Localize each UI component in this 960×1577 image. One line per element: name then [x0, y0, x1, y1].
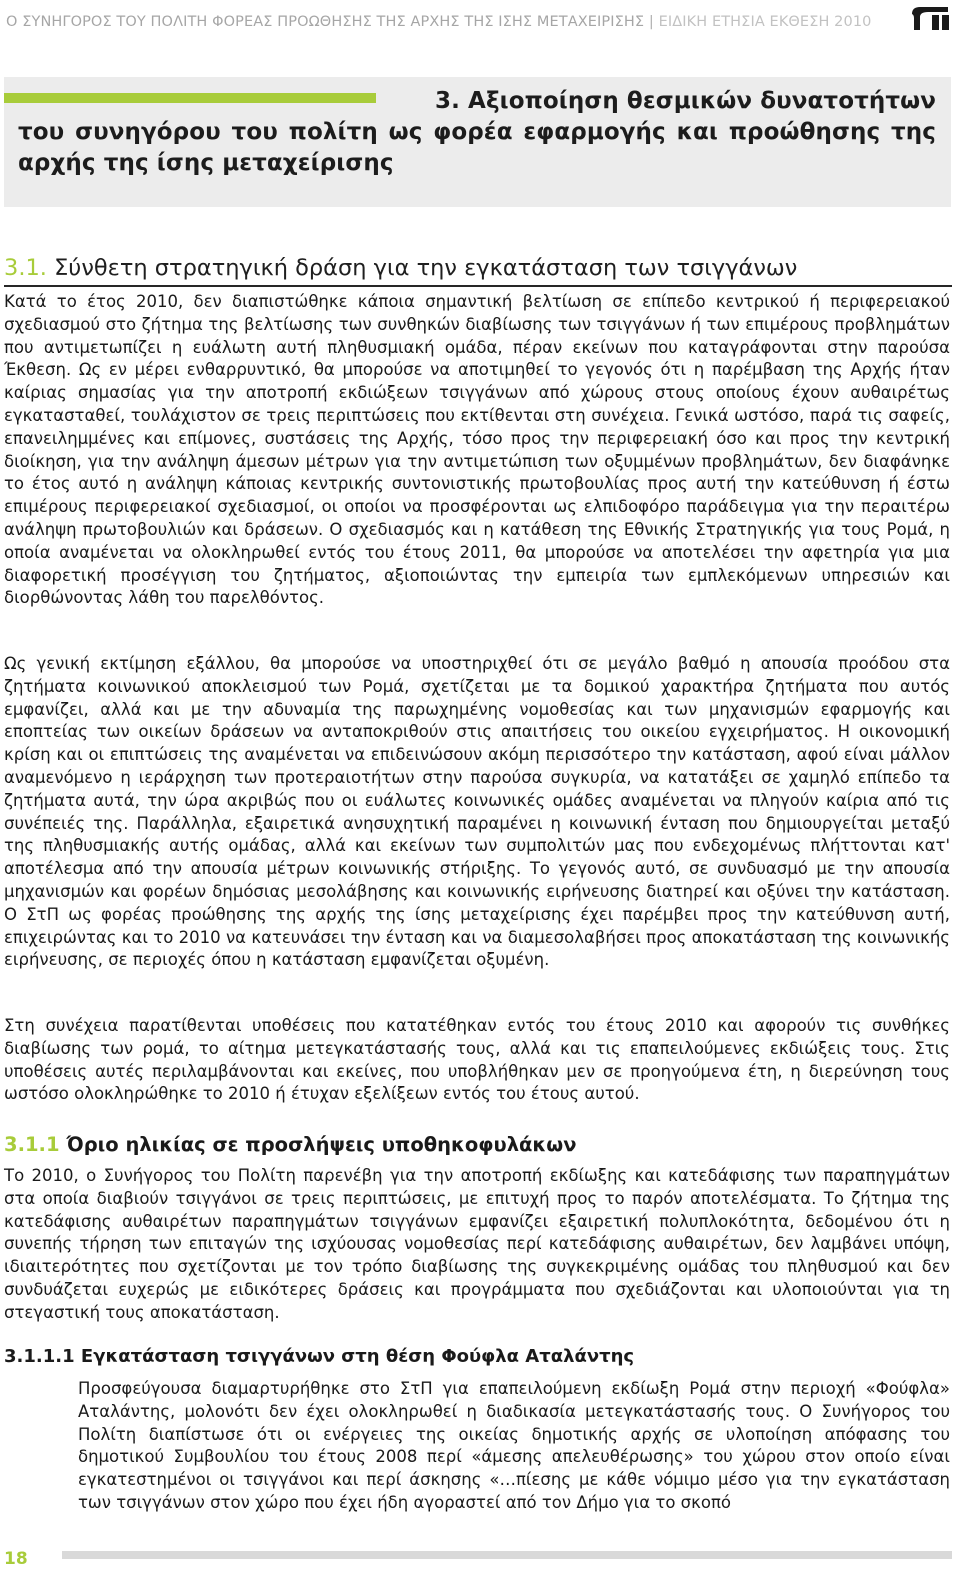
header-separator: |: [648, 14, 654, 30]
page-number: 18: [4, 1549, 28, 1569]
body-paragraph-2: Ως γενική εκτίμηση εξάλλου, θα μπορούσε να υποστηριχθεί ότι σε μεγάλο βαθμό η απουσία προόδου στα ζητήματα κοινωνικού αποκλεισμού των Ρομά, σχετίζεται με τα δομικού χαρακτήρα ζητήματα που αυτός εμφανίζει, αλλά και με την αδυναμία της παρωχημένης νομοθεσίας και των μηχανισμών εφαρμογής και εποπτείας των οικείων δράσεων να ανταποκριθούν στις απαιτήσεις του οικείου εγχειρήματος. Η οικονομική κρίση και οι επιπτώσεις της αναμένεται να επιδεινώσουν ακόμη περισσότερο την κατάσταση, αφού είναι μάλλον αναμενόμενο η ιεράρχηση των προτεραιοτήτων στην παρούσα συγκυρία, να κατατάξει σε χαμηλό επίπεδο τα ζητήματα αυτά, την ώρα ακριβώς που οι ευάλωτες κοινωνικές ομάδες αναμένεται να πληγούν καίρια από τις συνέπειές της. Παράλληλα, εξαιρετικά ανησυχητική παραμένει η κοινωνική ένταση που δημιουργείται μεταξύ της πληθυσμιακής αυτής ομάδας, αλλά και εκείνων των συμπολιτών μας που ενδεχομένως πλήττονται κατ' αποτέλεσμα από την απουσία μέτρων κοινωνικής στήριξης. Το γεγονός αυτό, σε συνδυασμό με την απουσία μηχανισμών και φορέων δημόσιας μεσολάβησης και κοινωνικής ειρήνευσης διατηρεί και οξύνει την κατάσταση. Ο ΣτΠ ως φορέας προώθησης της αρχής της ίσης μεταχείρισης έχει παρέμβει προς την κατεύθυνση αυτή, επιχειρώντας και το 2010 να κατευνάσει την ένταση και να διαμεσολαβήσει προς αποκατάσταση της κοινωνικής ειρήνευσης, σε περιοχές όπου η κατάσταση εμφανίζεται οξυμένη.: [4, 654, 950, 970]
running-header-text: [6, 14, 871, 30]
subsection-title: Όριο ηλικίας σε προσλήψεις υποθηκοφυλάκων: [66, 1133, 577, 1156]
subsubsection-heading: [4, 1345, 634, 1369]
subsubsection-title: Εγκατάσταση τσιγγάνων στη θέση Φούφλα Αταλάντης: [80, 1346, 635, 1367]
footer-rule: [62, 1551, 952, 1559]
running-header: [0, 0, 960, 40]
body-paragraph-1: Κατά το έτος 2010, δεν διαπιστώθηκε κάποια σημαντική βελτίωση σε επίπεδο κεντρικού ή περιφερειακού σχεδιασμού στο ζήτημα της βελτίωσης των συνθηκών διαβίωσης των τσιγγάνων ή των επιμέρους προβλημάτων που αντιμετωπίζει η ευάλωτη αυτή πληθυσμιακή ομάδα, πέραν εκείνων που καταγράφονται στην παρούσα Έκθεση. Ως εν μέρει ενθαρρυντικό, θα μπορούσε να αποτιμηθεί το γεγονός ότι η παρέμβαση της Αρχής ήταν καίριας σημασίας για την αποτροπή εκδιώξεων τσιγγάνων από χώρους στους οποίους έχουν αυθαιρέτως εγκατασταθεί, τουλάχιστον σε τρεις περιπτώσεις που εκτίθενται στη συνέχεια. Γενικά ωστόσο, παρά τις σαφείς, επανειλημμένες και επίμονες, συστάσεις της Αρχής, τόσο προς την περιφερειακή όσο και προς την κεντρική διοίκηση, για την ανάληψη άμεσων μέτρων για την αντιμετώπιση των οξυμμένων προβλημάτων, δεν διαφάνηκε το έτος αυτό η ανάληψη κάποιας κεντρικής συντονιστικής πρωτοβουλίας προς αυτή την κατεύθυνση ή έστω επιμέρους περιφερειακοί σχεδιασμοί, οι οποίοι να προσφέρονται ως ελπιδοφόρο παράδειγμα για την περαιτέρω ανάληψη πρωτοβουλιών και δράσεων. Ο σχεδιασμός και η κατάθεση της Εθνικής Στρατηγικής για τους Ρομά, η οποία αναμένεται να ολοκληρωθεί εντός του έτους 2011, θα μπορούσε να αποτελέσει την αφετηρία για μια διαφορετική προσέγγιση του ζητήματος, αξιοποιώντας την εμπειρία των εμπλεκόμενων υπηρεσιών και διορθώνοντας λάθη του παρελθόντος.: [4, 292, 950, 608]
chapter-title: 3. Αξιοποίηση θεσμικών δυνατοτήτων του συνηγόρου του πολίτη ως φορέα εφαρμογής και προώθησης της αρχής της ίσης μεταχείρισης: [18, 88, 936, 176]
body-paragraph-3: Στη συνέχεια παρατίθενται υποθέσεις που κατατέθηκαν εντός του έτους 2010 και αφορούν τις συνθήκες διαβίωσης των ρομά, το αίτημα μετεγκατάστασής τους, αλλά και τις επαπειλούμενες εκδιώξεις τους. Στις υποθέσεις αυτές περιλαμβάνονται και εκείνες, που υποβλήθηκαν μεν σε προηγούμενα έτη, η διερεύνηση τους ωστόσο ολοκληρώθηκε το 2010 ή έτυχαν εξελίξεων εντός του έτους αυτού.: [4, 1016, 950, 1104]
header-part-3: ΕΙΔΙΚΗ ΕΤΗΣΙΑ ΕΚΘΕΣΗ 2010: [658, 14, 872, 30]
section-title: Σύνθετη στρατηγική δράση για την εγκατάσταση των τσιγγάνων: [54, 255, 798, 281]
subsection-number: 3.1.1: [4, 1133, 60, 1156]
subsection-heading: [4, 1132, 577, 1158]
section-heading: [4, 253, 952, 287]
body-paragraph-4: Το 2010, ο Συνήγορος του Πολίτη παρενέβη για την αποτροπή εκδίωξης και κατεδάφισης των παραπηγμάτων στα οποία διαβιούν τσιγγάνοι σε τρεις περιπτώσεις, με επιτυχή προς το παρόν αποτελέσματα. Το ζήτημα της κατεδάφισης αυθαιρέτων παραπηγμάτων τσιγγάνων εμφανίζει εξαιρετική πολυπλοκότητα, δεδομένου ότι η συνεπής τήρηση των επιταγών της ισχύουσας νομοθεσίας περί κατεδάφισης αυθαιρέτων, δεν λαμβάνει υπόψη, ιδιαιτερότητες που σχετίζονται με τον τρόπο διαβίωσης της συγκεκριμένης ομάδας του πληθυσμού και δεν συνδυάζεται ευχερώς με ειδικότερες δράσεις και προγράμματα που σχεδιάζονται και υλοποιούνται για τη στεγαστική τους αποκατάσταση.: [4, 1166, 950, 1322]
subsubsection-number: 3.1.1.1: [4, 1346, 75, 1367]
header-part-1: Ο ΣΥΝΗΓΟΡΟΣ ΤΟΥ ΠΟΛΙΤΗ: [6, 14, 208, 30]
ombudsman-logo-icon: [908, 4, 952, 32]
body-paragraph-5: Προσφεύγουσα διαμαρτυρήθηκε στο ΣτΠ για επαπειλούμενη εκδίωξη Ρομά στην περιοχή «Φούφλα» Αταλάντης, μολονότι δεν έχει ολοκληρωθεί η διαδικασία μετεγκατάστασής τους. Ο Συνήγορος του Πολίτη διαπίστωσε ότι οι ενέργειες της οικείας δημοτικής αρχής σε υλοποίηση απόφασης του δημοτικού Συμβουλίου του έτους 2008 περί «άμεσης απελευθέρωσης» του χώρου στον οποίο είναι εγκατεστημένοι οι τσιγγάνοι και περί άσκησης «…πίεσης με κάθε νόμιμο μέσο για την εγκατάσταση των τσιγγάνων στον χώρο που έχει ήδη αγοραστεί από τον Δήμο για το σκοπό: [78, 1379, 950, 1512]
section-number: 3.1.: [4, 255, 47, 281]
header-part-2: ΦΟΡΕΑΣ ΠΡΟΩΘΗΣΗΣ ΤΗΣ ΑΡΧΗΣ ΤΗΣ ΙΣΗΣ ΜΕΤΑΧΕΙΡΙΣΗΣ: [212, 14, 645, 30]
